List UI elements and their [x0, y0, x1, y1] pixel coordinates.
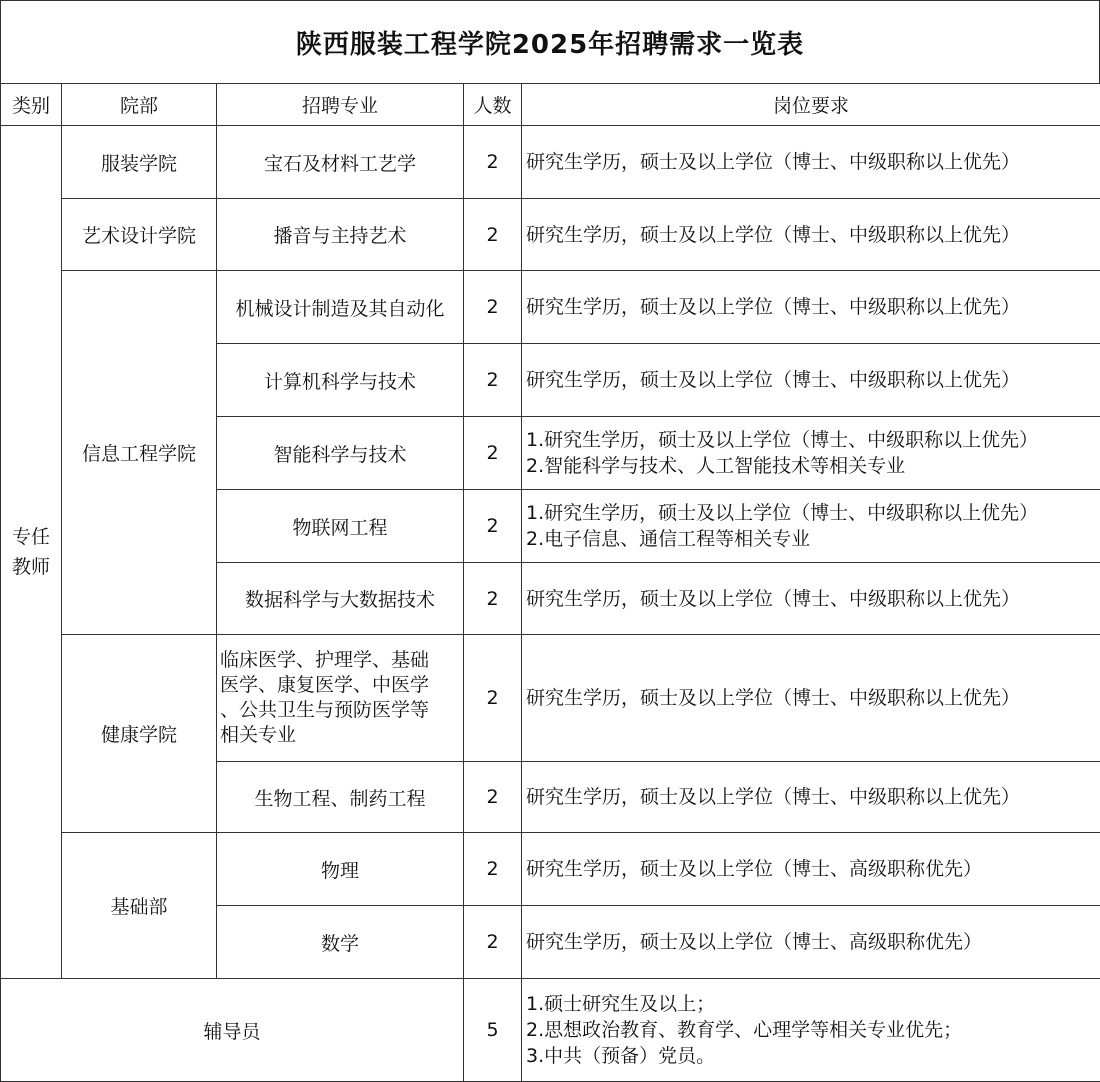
requirement-line: 研究生学历，硕士及以上学位（博士、中级职称以上优先） [526, 586, 1100, 612]
count-cell: 2 [464, 199, 522, 271]
major-cell: 宝石及材料工艺学 [217, 126, 464, 199]
requirement-cell [522, 417, 1100, 490]
college-cell: 基础部 [62, 833, 217, 979]
header-major: 招聘专业 [217, 84, 464, 126]
table-row [1, 199, 1100, 271]
count-cell: 2 [464, 833, 522, 906]
major-cell: 数学 [217, 906, 464, 979]
requirement-cell [522, 199, 1100, 271]
count-cell: 2 [464, 563, 522, 635]
requirement-line: 1.硕士研究生及以上； [526, 991, 1100, 1017]
requirement-line: 2.电子信息、通信工程等相关专业 [526, 526, 1100, 552]
requirement-line: 研究生学历，硕士及以上学位（博士、中级职称以上优先） [526, 784, 1100, 810]
college-cell: 艺术设计学院 [62, 199, 217, 271]
major-line: 相关专业 [220, 723, 463, 748]
major-cell: 生物工程、制药工程 [217, 762, 464, 833]
requirement-line: 1.研究生学历，硕士及以上学位（博士、中级职称以上优先） [526, 500, 1100, 526]
table-row [1, 271, 1100, 344]
major-cell: 物联网工程 [217, 490, 464, 563]
requirement-line: 3.中共（预备）党员。 [526, 1043, 1100, 1069]
requirement-cell [522, 762, 1100, 833]
major-cell: 计算机科学与技术 [217, 344, 464, 417]
requirement-cell [522, 344, 1100, 417]
requirement-line: 研究生学历，硕士及以上学位（博士、中级职称以上优先） [526, 294, 1100, 320]
count-cell: 2 [464, 906, 522, 979]
major-cell: 数据科学与大数据技术 [217, 563, 464, 635]
requirement-cell [522, 271, 1100, 344]
header-requirement: 岗位要求 [522, 84, 1100, 126]
count-cell: 2 [464, 271, 522, 344]
requirement-cell [522, 490, 1100, 563]
requirement-line: 2.思想政治教育、教育学、心理学等相关专业优先； [526, 1017, 1100, 1043]
major-line: 医学、康复医学、中医学 [220, 673, 463, 698]
requirement-line: 研究生学历，硕士及以上学位（博士、中级职称以上优先） [526, 685, 1100, 711]
category-teacher-line: 教师 [1, 552, 61, 582]
college-cell: 信息工程学院 [62, 271, 217, 635]
requirement-line: 研究生学历，硕士及以上学位（博士、高级职称优先） [526, 929, 1100, 955]
count-cell: 5 [464, 979, 522, 1082]
header-count: 人数 [464, 84, 522, 126]
major-cell: 机械设计制造及其自动化 [217, 271, 464, 344]
requirement-cell [522, 906, 1100, 979]
major-cell: 播音与主持艺术 [217, 199, 464, 271]
requirement-line: 研究生学历，硕士及以上学位（博士、中级职称以上优先） [526, 367, 1100, 393]
document-title: 陕西服装工程学院2025年招聘需求一览表 [0, 0, 1100, 83]
category-teacher [1, 126, 62, 979]
requirement-line: 研究生学历，硕士及以上学位（博士、中级职称以上优先） [526, 149, 1100, 175]
requirement-cell [522, 833, 1100, 906]
requirement-line: 1.研究生学历，硕士及以上学位（博士、中级职称以上优先） [526, 427, 1100, 453]
count-cell: 2 [464, 417, 522, 490]
major-cell: 物理 [217, 833, 464, 906]
requirement-cell [522, 979, 1100, 1082]
table-row [1, 635, 1100, 762]
requirement-line: 研究生学历，硕士及以上学位（博士、高级职称优先） [526, 856, 1100, 882]
requirement-line: 2.智能科学与技术、人工智能技术等相关专业 [526, 453, 1100, 479]
count-cell: 2 [464, 344, 522, 417]
count-cell: 2 [464, 635, 522, 762]
major-cell [217, 635, 464, 762]
header-category: 类别 [1, 84, 62, 126]
major-line: 临床医学、护理学、基础 [220, 648, 463, 673]
counselor-row [1, 979, 1100, 1082]
table-row [1, 126, 1100, 199]
requirement-cell [522, 635, 1100, 762]
count-cell: 2 [464, 762, 522, 833]
major-line: 、公共卫生与预防医学等 [220, 698, 463, 723]
major-cell: 智能科学与技术 [217, 417, 464, 490]
table-row [1, 833, 1100, 906]
college-cell: 服装学院 [62, 126, 217, 199]
counselor-label: 辅导员 [1, 979, 464, 1082]
requirement-line: 研究生学历，硕士及以上学位（博士、中级职称以上优先） [526, 222, 1100, 248]
category-teacher-line: 专任 [1, 522, 61, 552]
college-cell: 健康学院 [62, 635, 217, 833]
requirement-cell [522, 126, 1100, 199]
requirement-cell [522, 563, 1100, 635]
header-row [1, 84, 1100, 126]
count-cell: 2 [464, 126, 522, 199]
header-college: 院部 [62, 84, 217, 126]
recruitment-table [0, 83, 1100, 1082]
count-cell: 2 [464, 490, 522, 563]
